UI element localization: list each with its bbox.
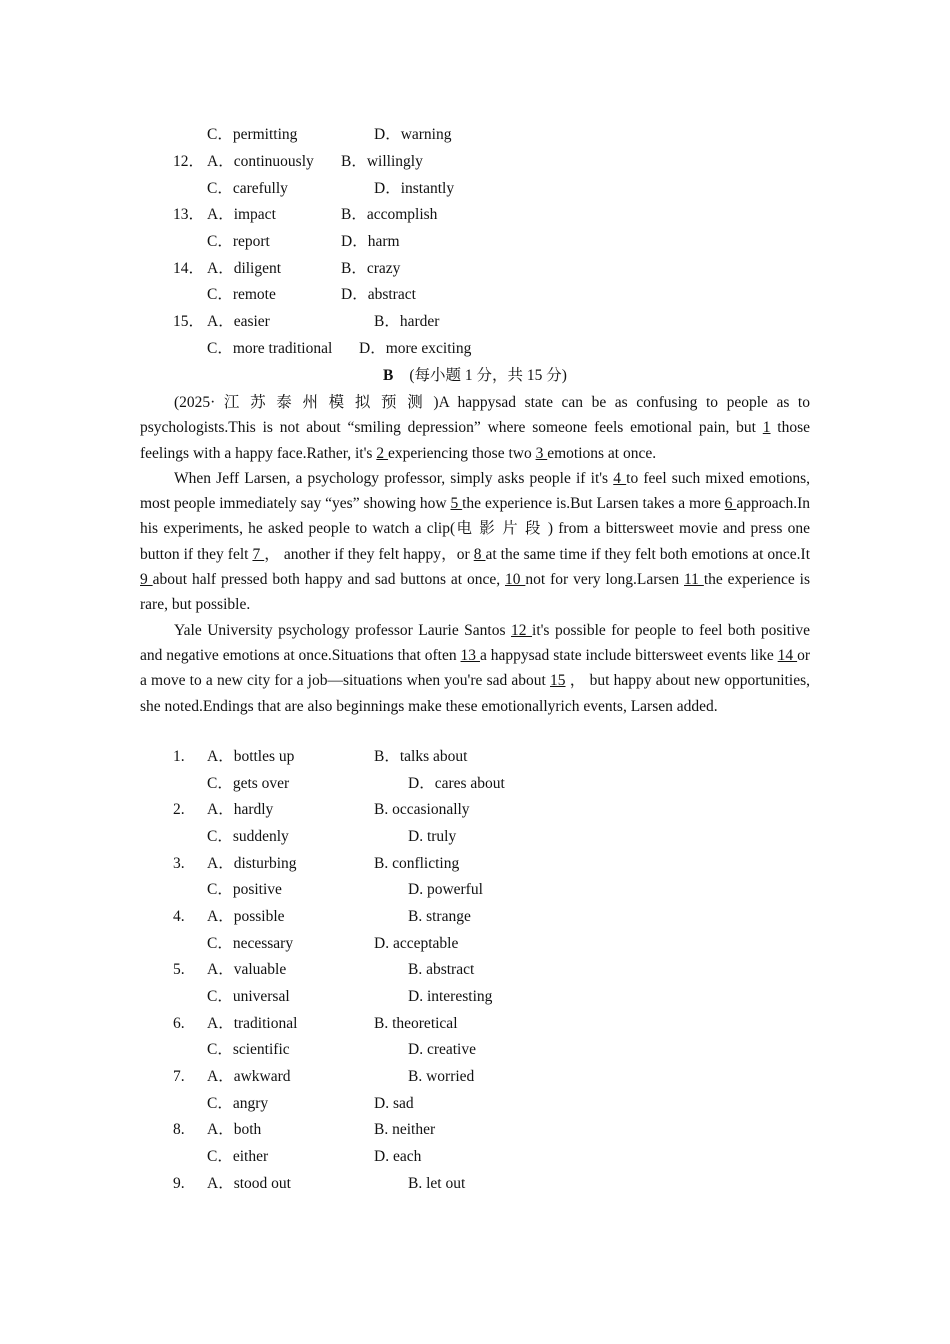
passage-text: the experience is.But Larsen takes a more	[462, 495, 725, 513]
option-b: B．willingly	[341, 153, 423, 170]
passage-paragraph	[140, 466, 810, 618]
option-row	[0, 177, 950, 201]
blank-8: 8	[473, 545, 486, 563]
blank-4: 4	[613, 469, 627, 487]
chinese-gloss: 电影片段	[455, 520, 548, 538]
option-d: D．instantly	[374, 180, 455, 197]
option-d: D．more exciting	[359, 340, 472, 357]
question-number: 2.	[173, 801, 185, 818]
option-c: C．carefully	[207, 180, 288, 197]
question-row	[0, 958, 950, 982]
question-number: 8.	[173, 1121, 185, 1138]
option-d: D. powerful	[408, 881, 483, 898]
option-row	[0, 283, 950, 307]
section-letter: B	[383, 367, 394, 384]
question-row	[0, 1065, 950, 1089]
option-d: D．abstract	[341, 286, 416, 303]
option-a: A．hardly	[207, 801, 274, 818]
passage-text: a happysad state include bittersweet events like	[479, 646, 778, 664]
option-b: B．talks about	[374, 748, 468, 765]
passage-text: ) from a bittersweet movie and press one button if they felt	[140, 520, 810, 563]
blank-5: 5	[450, 495, 463, 513]
option-a: A．both	[207, 1121, 262, 1138]
option-c: C．report	[207, 233, 270, 250]
option-row	[0, 825, 950, 849]
question-number: 12．	[173, 153, 205, 170]
question-row	[0, 203, 950, 227]
question-row	[0, 310, 950, 334]
passage-text: emotions at once.	[547, 444, 657, 462]
option-d: D. acceptable	[374, 935, 459, 952]
blank-9: 9	[140, 571, 153, 589]
option-row	[0, 878, 950, 902]
option-row	[0, 1092, 950, 1116]
option-b: B. conflicting	[374, 855, 460, 872]
option-b: B. worried	[408, 1068, 475, 1085]
blank-10: 10	[505, 571, 526, 589]
option-b: B. occasionally	[374, 801, 470, 818]
question-number: 4.	[173, 908, 185, 925]
option-b: B．crazy	[341, 260, 401, 277]
option-b: B. let out	[408, 1175, 466, 1192]
option-d: D．harm	[341, 233, 400, 250]
passage-text: ， but happy about new opportunities, she noted.Endings that are also beginnings make these emotionallyrich events, Larsen added.	[140, 672, 810, 715]
option-row	[0, 932, 950, 956]
option-row	[0, 337, 950, 361]
passage-text: When Jeff Larsen, a psychology professor, simply asks people if it's	[174, 469, 614, 487]
question-row	[0, 257, 950, 281]
option-b: B．harder	[374, 313, 440, 330]
option-a: A．impact	[207, 206, 276, 223]
passage-text: Yale University psychology professor Laurie Santos	[174, 621, 512, 639]
question-row	[0, 150, 950, 174]
passage-text: ， another if they felt happy，or	[264, 545, 474, 563]
section-heading	[0, 364, 950, 388]
blank-15: 15	[550, 672, 566, 690]
option-b: B. neither	[374, 1121, 436, 1138]
option-c: C．either	[207, 1148, 269, 1165]
option-a: A．awkward	[207, 1068, 291, 1085]
option-a: A．continuously	[207, 153, 314, 170]
option-d: D．cares about	[408, 775, 505, 792]
option-row	[0, 1038, 950, 1062]
option-b: B. theoretical	[374, 1015, 458, 1032]
question-row	[0, 1172, 950, 1196]
option-c: C．positive	[207, 881, 282, 898]
passage-text: those feelings with a happy face.Rather, it's	[140, 419, 811, 462]
passage-text: approach.In his experiments, he asked people to watch a clip(	[140, 495, 810, 538]
option-c: C．permitting	[207, 126, 298, 143]
option-d: D. truly	[408, 828, 457, 845]
question-number: 15．	[173, 313, 205, 330]
blank-6: 6	[724, 495, 737, 513]
option-d: D．warning	[374, 126, 452, 143]
option-a: A．easier	[207, 313, 270, 330]
blank-13: 13	[460, 646, 480, 664]
blank-1: 1	[762, 419, 771, 437]
option-a: A．stood out	[207, 1175, 291, 1192]
option-row	[0, 985, 950, 1009]
option-c: C．gets over	[207, 775, 290, 792]
passage-paragraph	[140, 618, 810, 719]
question-number: 6.	[173, 1015, 185, 1032]
blank-12: 12	[511, 621, 533, 639]
blank-3: 3	[535, 444, 548, 462]
passage-text: at the same time if they felt both emotions at once.It	[485, 545, 811, 563]
blank-14: 14	[777, 646, 798, 664]
passage-text: not for very long.Larsen	[525, 571, 684, 589]
blank-7: 7	[252, 545, 265, 563]
question-number: 9.	[173, 1175, 185, 1192]
option-c: C．universal	[207, 988, 290, 1005]
option-c: C．more traditional	[207, 340, 333, 357]
option-a: A．disturbing	[207, 855, 297, 872]
passage-text: or a move to a new city for a job—situations when you're sad about	[140, 646, 811, 690]
passage-text: A happysad state can be as confusing to people as to psychologists.This is not about “smiling depression” where someone feels emotional pain, but	[140, 394, 810, 437]
question-row	[0, 1012, 950, 1036]
source-place: 江苏泰州模拟预测	[223, 394, 434, 411]
option-b: B. strange	[408, 908, 471, 925]
question-number: 7.	[173, 1068, 185, 1085]
source-suffix: )	[433, 394, 439, 411]
option-d: D. interesting	[408, 988, 493, 1005]
question-number: 5.	[173, 961, 185, 978]
option-c: C．scientific	[207, 1041, 290, 1058]
option-d: D. each	[374, 1148, 422, 1165]
blank-2: 2	[376, 444, 388, 462]
passage-text: it's possible for people to feel both positive and negative emotions at once.Situations that often	[140, 621, 810, 664]
option-a: A．traditional	[207, 1015, 298, 1032]
option-row	[0, 230, 950, 254]
option-a: A．possible	[207, 908, 285, 925]
option-d: D. creative	[408, 1041, 476, 1058]
source-prefix: (2025·	[174, 394, 224, 411]
passage-text: to feel such mixed emotions, most people immediately say “yes” showing how	[140, 469, 810, 513]
option-c: C．necessary	[207, 935, 294, 952]
section-score-note: (每小题 1 分，共 15 分)	[409, 367, 567, 384]
question-row	[0, 1118, 950, 1142]
question-row	[0, 905, 950, 929]
question-row	[0, 852, 950, 876]
passage-text: about half pressed both happy and sad buttons at once,	[152, 571, 506, 589]
question-number: 13．	[173, 206, 205, 223]
blank-11: 11	[684, 571, 704, 589]
passage-text: the experience is rare, but possible.	[140, 571, 810, 614]
option-a: A．bottles up	[207, 748, 295, 765]
option-c: C．angry	[207, 1095, 269, 1112]
option-c: C．suddenly	[207, 828, 289, 845]
option-row	[0, 772, 950, 796]
question-row	[0, 745, 950, 769]
question-number: 1.	[173, 748, 185, 765]
option-b: B. abstract	[408, 961, 475, 978]
option-a: A．valuable	[207, 961, 287, 978]
option-c: C．remote	[207, 286, 276, 303]
option-d: D. sad	[374, 1095, 414, 1112]
passage-paragraph	[140, 390, 810, 466]
option-b: B．accomplish	[341, 206, 438, 223]
passage-text: experiencing those two	[387, 444, 536, 462]
reading-passage	[140, 390, 810, 719]
question-number: 3.	[173, 855, 185, 872]
option-row	[0, 123, 950, 147]
option-a: A．diligent	[207, 260, 282, 277]
question-number: 14．	[173, 260, 205, 277]
option-row	[0, 1145, 950, 1169]
question-row	[0, 798, 950, 822]
